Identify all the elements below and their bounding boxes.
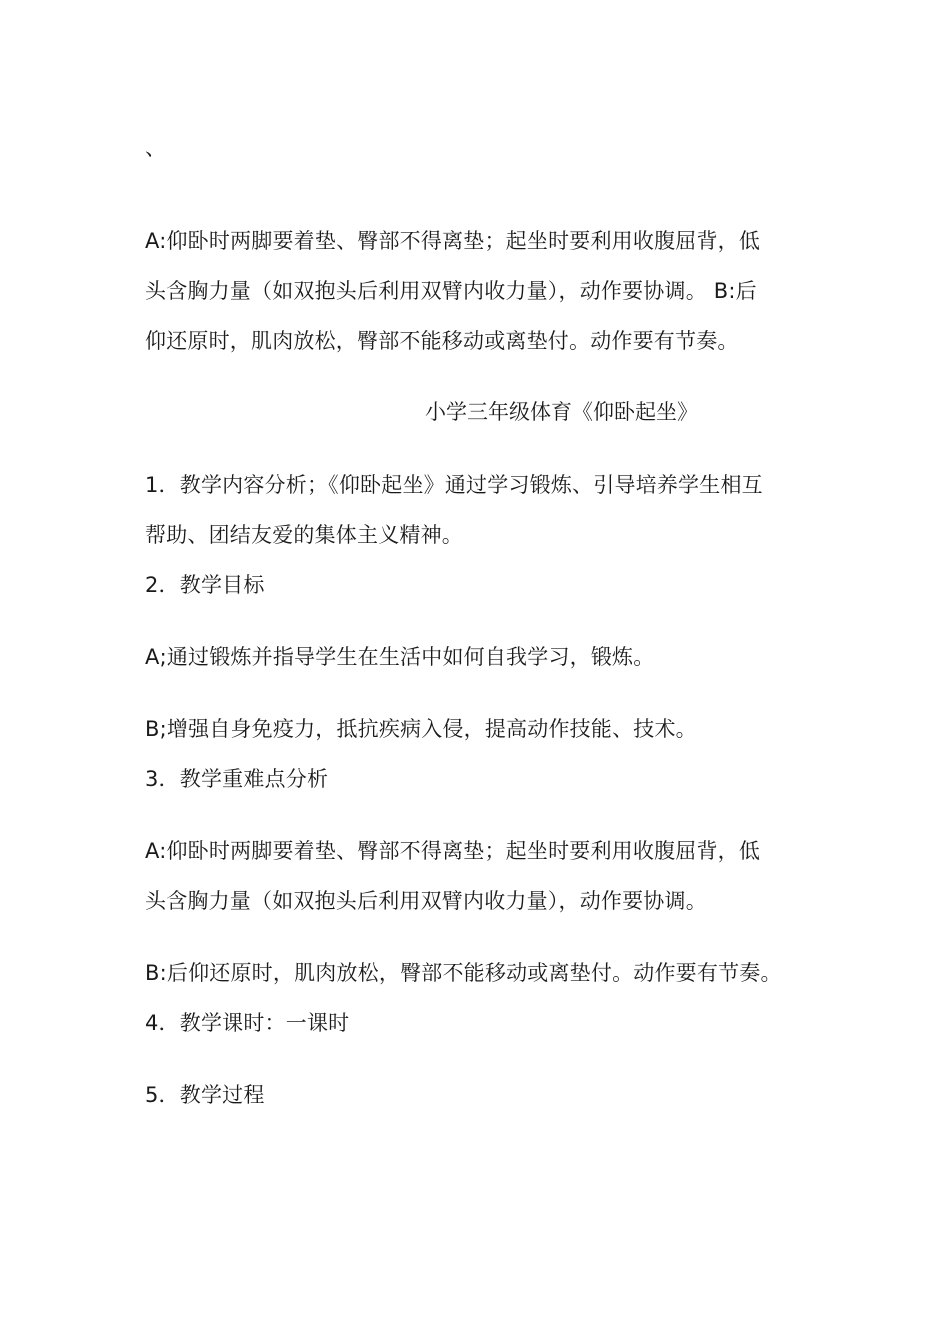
section3-item-b: B:后仰还原时，肌肉放松，臀部不能移动或离垫付。动作要有节奏。	[145, 961, 782, 985]
intro-line-3: 仰还原时，肌肉放松，臀部不能移动或离垫付。动作要有节奏。	[145, 329, 739, 353]
section3-item-a-line-2: 头含胸力量（如双抱头后利用双臂内收力量），动作要协调。	[145, 889, 707, 913]
stray-punctuation-mark: 、	[145, 136, 166, 160]
section2-item-a: A;通过锻炼并指导学生在生活中如何自我学习，锻炼。	[145, 645, 655, 669]
intro-line-1: A:仰卧时两脚要着垫、臀部不得离垫；起坐时要利用收腹屈背，低	[145, 229, 761, 253]
section2-heading: 2．教学目标	[145, 573, 265, 597]
section5-heading: 5．教学过程	[145, 1083, 265, 1107]
document-title: 小学三年级体育《仰卧起坐》	[425, 400, 698, 424]
section2-item-b: B;增强自身免疫力，抵抗疾病入侵，提高动作技能、技术。	[145, 717, 697, 741]
section1-line-2: 帮助、团结友爱的集体主义精神。	[145, 523, 463, 547]
section3-heading: 3．教学重难点分析	[145, 767, 329, 791]
section4-heading: 4．教学课时：一课时	[145, 1011, 350, 1035]
intro-line-2: 头含胸力量（如双抱头后利用双臂内收力量），动作要协调。 B:后	[145, 279, 757, 303]
section3-item-a-line-1: A:仰卧时两脚要着垫、臀部不得离垫；起坐时要利用收腹屈背，低	[145, 839, 761, 863]
section1-line-1: 1．教学内容分析；《仰卧起坐》通过学习锻炼、引导培养学生相互	[145, 473, 763, 497]
